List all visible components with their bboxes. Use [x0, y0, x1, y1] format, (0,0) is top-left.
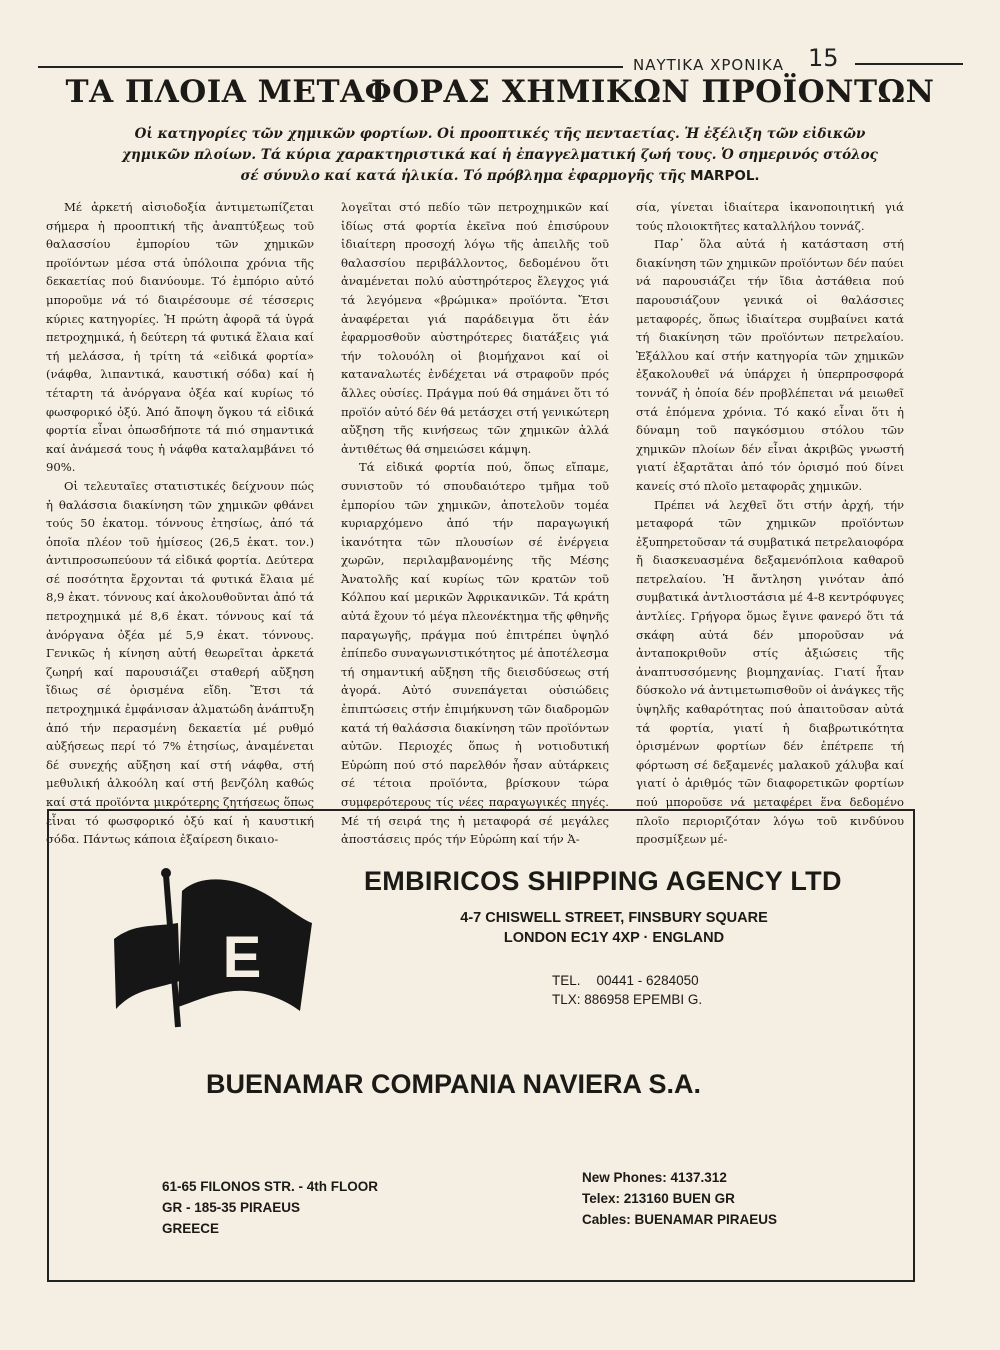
- contact-embiricos: [552, 971, 702, 1009]
- contact-buenamar: [582, 1167, 777, 1230]
- paragraph: Μέ ἀρκετή αἰσιοδοξία ἀντιμετωπίζεται σήμερα ἡ προοπτική τῆς ἀναπτύξεως τοῦ θαλασσίου ἐμπορίου τῶν χημικῶν προϊόντων μέσα στά ὑπόλοιπα χρόνια τῆς δεκαετίας πού διανύουμε. Τό ἐμπόριο αὐτό μποροῦμε νά τό διαιρέσουμε σέ τέσσερις κύριες κατηγορίες. Ἡ πρώτη ἀφορᾶ τά ὑγρά πετροχημικά, ἡ δεύτερη τά φυτικά ἔλαια καί τή μελάσσα, ἡ τρίτη τά «εἰδικά φορτία» (νάφθα, λιπαντικά, καυστική σόδα) καί ἡ τέταρτη τά ἀνόργανα ὀξέα καί κυρίως τό φωσφορικό ὀξύ. Ἀπό ἄποψη ὄγκου τά εἰδικά φορτία εἶναι ὁπωσδήποτε τά πιό σημαντικά καί ἀνάμεσά τους ἡ νάφθα καταλαμβάνει τό 90%.: [46, 200, 314, 475]
- address-line: 4-7 CHISWELL STREET, FINSBURY SQUARE: [460, 910, 768, 926]
- phones-buenamar: New Phones: 4137.312: [582, 1170, 727, 1185]
- paragraph: Παρ᾽ ὅλα αὐτά ἡ κατάσταση στή διακίνηση τῶν χημικῶν προϊόντων δέν παύει νά παρουσιάζει τήν ἴδια ἀστάθεια πού παρουσιάζουν γενικά οἱ θαλάσσιες μεταφορές, ὅπως ἰδιαίτερα συμβαίνει κατά τή διακίνηση τῶν προϊόντων πετρελαίου. Ἐξάλλου καί στήν κατηγορία τῶν χημικῶν ἐξακολουθεῖ νά ὑπάρχει ἡ ὑπερπροσφορά τοννάζ ἡ ὁποία δέν προβλέπεται νά μειωθεῖ στά ἑπόμενα χρόνια. Τό κακό εἶναι ὅτι ἡ δύναμη τοῦ παγκόσμιου στόλου τῶν χημικῶν πλοίων δέν εἶναι ἀκριβῶς γνωστή γιατί ἐξαρτᾶται ἀπό τόν ὁρισμό πού δίνει κανείς στό πλοῖο μεταφορᾶς χημικῶν.: [636, 237, 904, 493]
- advertisement: [47, 809, 915, 1282]
- article-lead: [120, 124, 880, 187]
- article-column-2: [341, 198, 609, 849]
- paragraph: Οἱ τελευταῖες στατιστικές δείχνουν πώς ἡ θαλάσσια διακίνηση τῶν χημικῶν φθάνει τούς 50 ἑκατομ. τόννους ἐτησίως, ἀπό τά ὁποῖα πλέον τοῦ ἡμίσεος (26,5 ἑκατ. τον.) ἀντιπροσωπεύουν τά εἰδικά φορτία. Δεύτερα σέ ποσότητα ἔρχονται τά φυτικά ἔλαια μέ 8,9 ἑκατ. τόννους καί ἀκολουθοῦνται ἀπό τά πετροχημικά μέ 8,6 ἑκατ. τόννους καί τά ἀνόργανα ὀξέα μέ 5,9 ἑκατ. τόννους. Γενικῶς ἡ κίνηση αὐτή θεωρεῖται ἀρκετά ζωηρή καί παρουσιάζει σταθερή αὔξηση ἴδιως σέ ὁρισμένα εἴδη. Ἔτσι τά πετροχημικά ἐμφάνισαν ἀλματώδη ἀνάπτυξη ἀπό τήν περασμένη δεκαετία μέ ρυθμό αὐξήσεως περί τό 7% ἐτησίως, ἀναμένεται δέ συνεχής αὔξηση καί στή νάφθα, στή μεθυλική ἀλκοόλη καί στή βενζόλη καθώς καί στά προϊόντα μικρότερης ζητήσεως ὅπως εἶναι τό φωσφορικό ὀξύ καί ἡ καυστική σόδα. Πάντως κάποια ἐξαίρεση δικαιο-: [46, 478, 314, 847]
- tel-label: TEL.: [552, 973, 581, 988]
- paragraph: σία, γίνεται ἰδιαίτερα ἱκανοποιητική γιά τούς πλοιοκτῆτες καταλλήλου τοννάζ.: [636, 200, 904, 233]
- company-name-buenamar: BUENAMAR COMPANIA NAVIERA S.A.: [206, 1069, 702, 1099]
- flag-logo-icon: [94, 861, 314, 1031]
- header-rule-left: [38, 66, 623, 68]
- paragraph: Πρέπει νά λεχθεῖ ὅτι στήν ἀρχή, τήν μεταφορά τῶν χημικῶν προϊόντων ἐξυπηρετοῦσαν τά συμβατικά πετρελαιοφόρα ἤ διασκευασμένα δεξαμενόπλοια καθαροῦ πετρελαίου. Ἡ ἄντληση γινόταν ἀπό συμβατικά ἀντλιοστάσια μέ 4-8 κεντρόφυγες ἀντλίες. Γρήγορα ὅμως ἔγινε φανερό ὅτι τά σκάφη αὐτά δέν μποροῦσαν νά ἀνταποκριθοῦν στίς ἀξιώσεις τῆς ἀναπτυσσόμενης βιομηχανίας. Γιατί ἦταν δύσκολο νά ἀντιμετωπισθοῦν οἱ ἀνάγκες τῆς ὑψηλῆς καθαρότητας πού ἀπαιτοῦσαν αὐτά τά φορτία, γιατί ἡ διαβρωτικότητα ὁρισμένων φορτίων δέν ἐπέτρεπε τή φόρτωση σέ δεξαμενές μαλακοῦ χάλυβα καί γιατί ὁ ἀριθμός τῶν διαφορετικῶν φορτίων πού μποροῦσε νά μεταφέρει ἕνα δεδομένο πλοῖο περιοριζόταν λόγω τοῦ κινδύνου προσμίξεων μέ-: [636, 497, 904, 847]
- telex-buenamar: Telex: 213160 BUEN GR: [582, 1191, 735, 1206]
- address-line: GR - 185-35 PIRAEUS: [162, 1200, 301, 1215]
- company-name-embiricos: EMBIRICOS SHIPPING AGENCY LTD: [364, 866, 842, 896]
- paragraph: λογεῖται στό πεδίο τῶν πετροχημικῶν καί ἰδίως στά φορτία ἐκεῖνα πού ἐπισύρουν ἰδιαίτερη προσοχή λόγω τῆς ἀπειλῆς τοῦ θαλασσίου περιβάλλοντος, δεδομένου ὅτι ἀναμένεται πολύ αὐστηρότερος ἔλεγχος γιά τά λεγόμενα «βρώμικα» προϊόντα. Ἔτσι ἀναφέρεται γιά παράδειγμα ὅτι ἐάν ἐφαρμοσθοῦν αὐστηρότερες διατάξεις γιά τήν τολουόλη οἱ βιομήχανοι καί οἱ καταναλωτές ἐνδέχεται νά στραφοῦν πρός ἄλλες οὐσίες. Πράγμα πού θά σημάνει ὅτι τό προϊόν αὐτό δέν θά μετάσχει στή γενικώτερη αὔξηση τῆς κινήσεως τῶν χημικῶν ἀλλά ἀντιθέτως θά σημειώσει κάμψη.: [341, 200, 609, 456]
- article-title: ΤΑ ΠΛΟΙΑ ΜΕΤΑΦΟΡΑΣ ΧΗΜΙΚΩΝ ΠΡΟΪΟΝΤΩΝ: [65, 74, 935, 110]
- flag-logo-svg: [94, 861, 314, 1031]
- journal-name: ΝΑΥΤΙΚΑ ΧΡΟΝΙΚΑ: [633, 56, 784, 74]
- tel-value: 00441 - 6284050: [596, 973, 699, 988]
- address-line: 61-65 FILONOS STR. - 4th FLOOR: [162, 1179, 379, 1194]
- header-rule-right: [855, 63, 963, 65]
- page-number: 15: [808, 44, 839, 72]
- lead-marpol: MARPOL.: [690, 168, 760, 184]
- telex-embiricos: TLX: 886958 EPEMBI G.: [552, 992, 703, 1007]
- article-column-3: [636, 198, 904, 849]
- address-embiricos: [424, 908, 804, 948]
- address-line: LONDON EC1Y 4XP · ENGLAND: [503, 930, 725, 946]
- address-buenamar: [162, 1176, 378, 1239]
- cables-buenamar: Cables: BUENAMAR PIRAEUS: [582, 1212, 778, 1227]
- address-line: GREECE: [162, 1221, 220, 1236]
- paragraph: Τά εἰδικά φορτία πού, ὅπως εἴπαμε, συνιστοῦν τό σπουδαιότερο τμῆμα τοῦ ἐμπορίου τῶν χημικῶν, ἀποτελοῦν τομέα κυριαρχόμενο ἀπό τήν παραγωγική ἱκανότητα τῶν πλουσίων σέ ἐνέργεια χωρῶν, περιλαμβανομένης τῆς Μέσης Ἀνατολῆς καί κυρίως τῶν κρατῶν τοῦ Κόλπου καί μερικῶν Ἀφρικανικῶν. Τά κράτη αὐτά ἔχουν τό μέγα πλεονέκτημα τῆς φθηνῆς παραγωγῆς, πράγμα πού ἐπιτρέπει ὑψηλό ἐπίπεδο συναγωνιστικότητος μέ ἀποτέλεσμα τή σημαντική αὔξηση τῆς διεισδύσεως στή ἀγορά. Αὐτό συνεπάγεται οὐσιώδεις ἐπιπτώσεις στήν ἐπιμήκυνση τῶν διαδρομῶν κατά τή θαλάσσια διακίνηση τῶν προϊόντων αὐτῶν. Περιοχές ὅπως ἡ νοτιοδυτική Εὐρώπη πού στό παρελθόν ἦσαν αὐτάρκεις σέ τέτοια προϊόντα, βρίσκουν τώρα συμφερότερους τίς νέες παραγωγικές πηγές. Μέ τή σειρά της ἡ μεταφορά σέ μεγάλες ἀποστάσεις πρός τήν Εὐρώπη καί τήν Ἀ-: [341, 460, 609, 847]
- article-column-1: [46, 198, 314, 849]
- flag-letter: E: [222, 925, 262, 990]
- lead-text: Οἱ κατηγορίες τῶν χημικῶν φορτίων. Οἱ προοπτικές τῆς πενταετίας. Ἡ ἐξέλιξη τῶν εἰδικῶν χημικῶν πλοίων. Τά κύρια χαρακτηριστικά καί ἡ ἐπαγγελματική ζωή τους. Ὁ σημερινός στόλος σέ σύνυλο καί κατά ἡλικία. Τό πρόβλημα ἐφαρμογῆς τῆς: [122, 126, 878, 184]
